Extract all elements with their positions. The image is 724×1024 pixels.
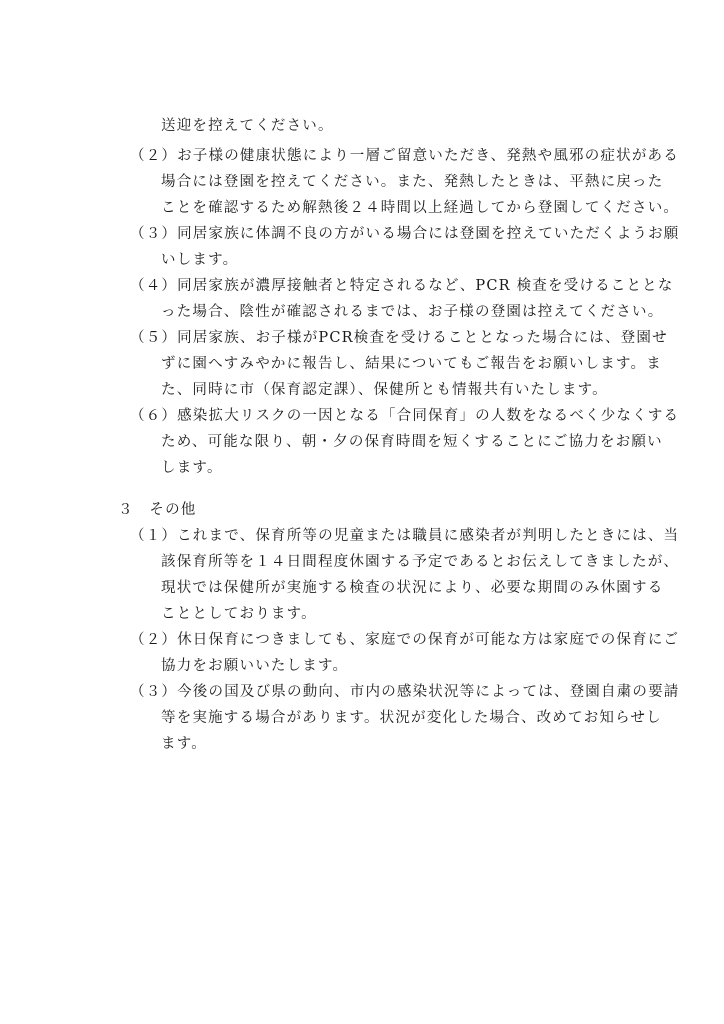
- item-text-line: いします。: [161, 252, 239, 268]
- item-text-line: ます。: [161, 736, 207, 752]
- item-text-line: お子様の健康状態により一層ご留意いただき、発熱や風邪の症状がある: [177, 148, 679, 164]
- item-number: （２）: [130, 632, 178, 648]
- item-number: （３）: [130, 226, 178, 242]
- item-text-line: これまで、保育所等の児童または職員に感染者が判明したときには、当: [177, 528, 680, 544]
- item-text-line: 場合には登園を控えてください。また、発熱したときは、平熱に戻った: [161, 174, 664, 190]
- item-number: （５）: [130, 330, 178, 346]
- item-text-line: 等を実施する場合があります。状況が変化した場合、改めてお知らせし: [161, 710, 662, 726]
- item-text-line: ずに園へすみやかに報告し、結果についてもご報告をお願いします。ま: [161, 356, 662, 372]
- item-text-line: します。: [161, 460, 223, 476]
- item-number: （１）: [130, 528, 178, 544]
- item-number: （２）: [130, 148, 178, 164]
- item1-tail-text: 送迎を控えてください。: [161, 118, 334, 134]
- item-text-line: 今後の国及び県の動向、市内の感染状況等によっては、登園自粛の要請: [177, 684, 680, 700]
- item-number: （６）: [130, 408, 178, 424]
- item-text-line: 同居家族に体調不良の方がいる場合には登園を控えていただくようお願: [177, 226, 680, 242]
- item-text-line: た、同時に市（保育認定課）、保健所とも情報共有いたします。: [161, 382, 608, 398]
- item-text-line: 同居家族が濃厚接触者と特定されるなど、PCR 検査を受けることとな: [177, 278, 674, 294]
- item-text-line: 協力をお願いいたします。: [161, 658, 349, 674]
- item-text-line: 休日保育につきましても、家庭での保育が可能な方は家庭での保育にご: [177, 632, 680, 648]
- item-text-line: 該保育所等を１４日間程度休園する予定であるとお伝えしてきましたが、: [161, 554, 680, 570]
- item-number: （３）: [130, 684, 178, 700]
- item-text-line: 感染拡大リスクの一因となる「合同保育」の人数をなるべく少なくする: [177, 408, 680, 424]
- item-text-line: 現状では保健所が実施する検査の状況により、必要な期間のみ休園する: [161, 580, 664, 596]
- item-text-line: 同居家族、お子様がPCR検査を受けることとなった場合には、登園せ: [177, 330, 668, 346]
- item-text-line: こととしております。: [161, 606, 317, 622]
- item-text-line: った場合、陰性が確認されるまでは、お子様の登園は控えてください。: [161, 304, 664, 320]
- item-number: （４）: [130, 278, 178, 294]
- item-text-line: ため、可能な限り、朝・夕の保育時間を短くすることにご協力をお願い: [161, 434, 663, 450]
- section3-heading: ３ その他: [118, 502, 197, 518]
- item-text-line: ことを確認するため解熱後２４時間以上経過してから登園してください。: [161, 200, 680, 216]
